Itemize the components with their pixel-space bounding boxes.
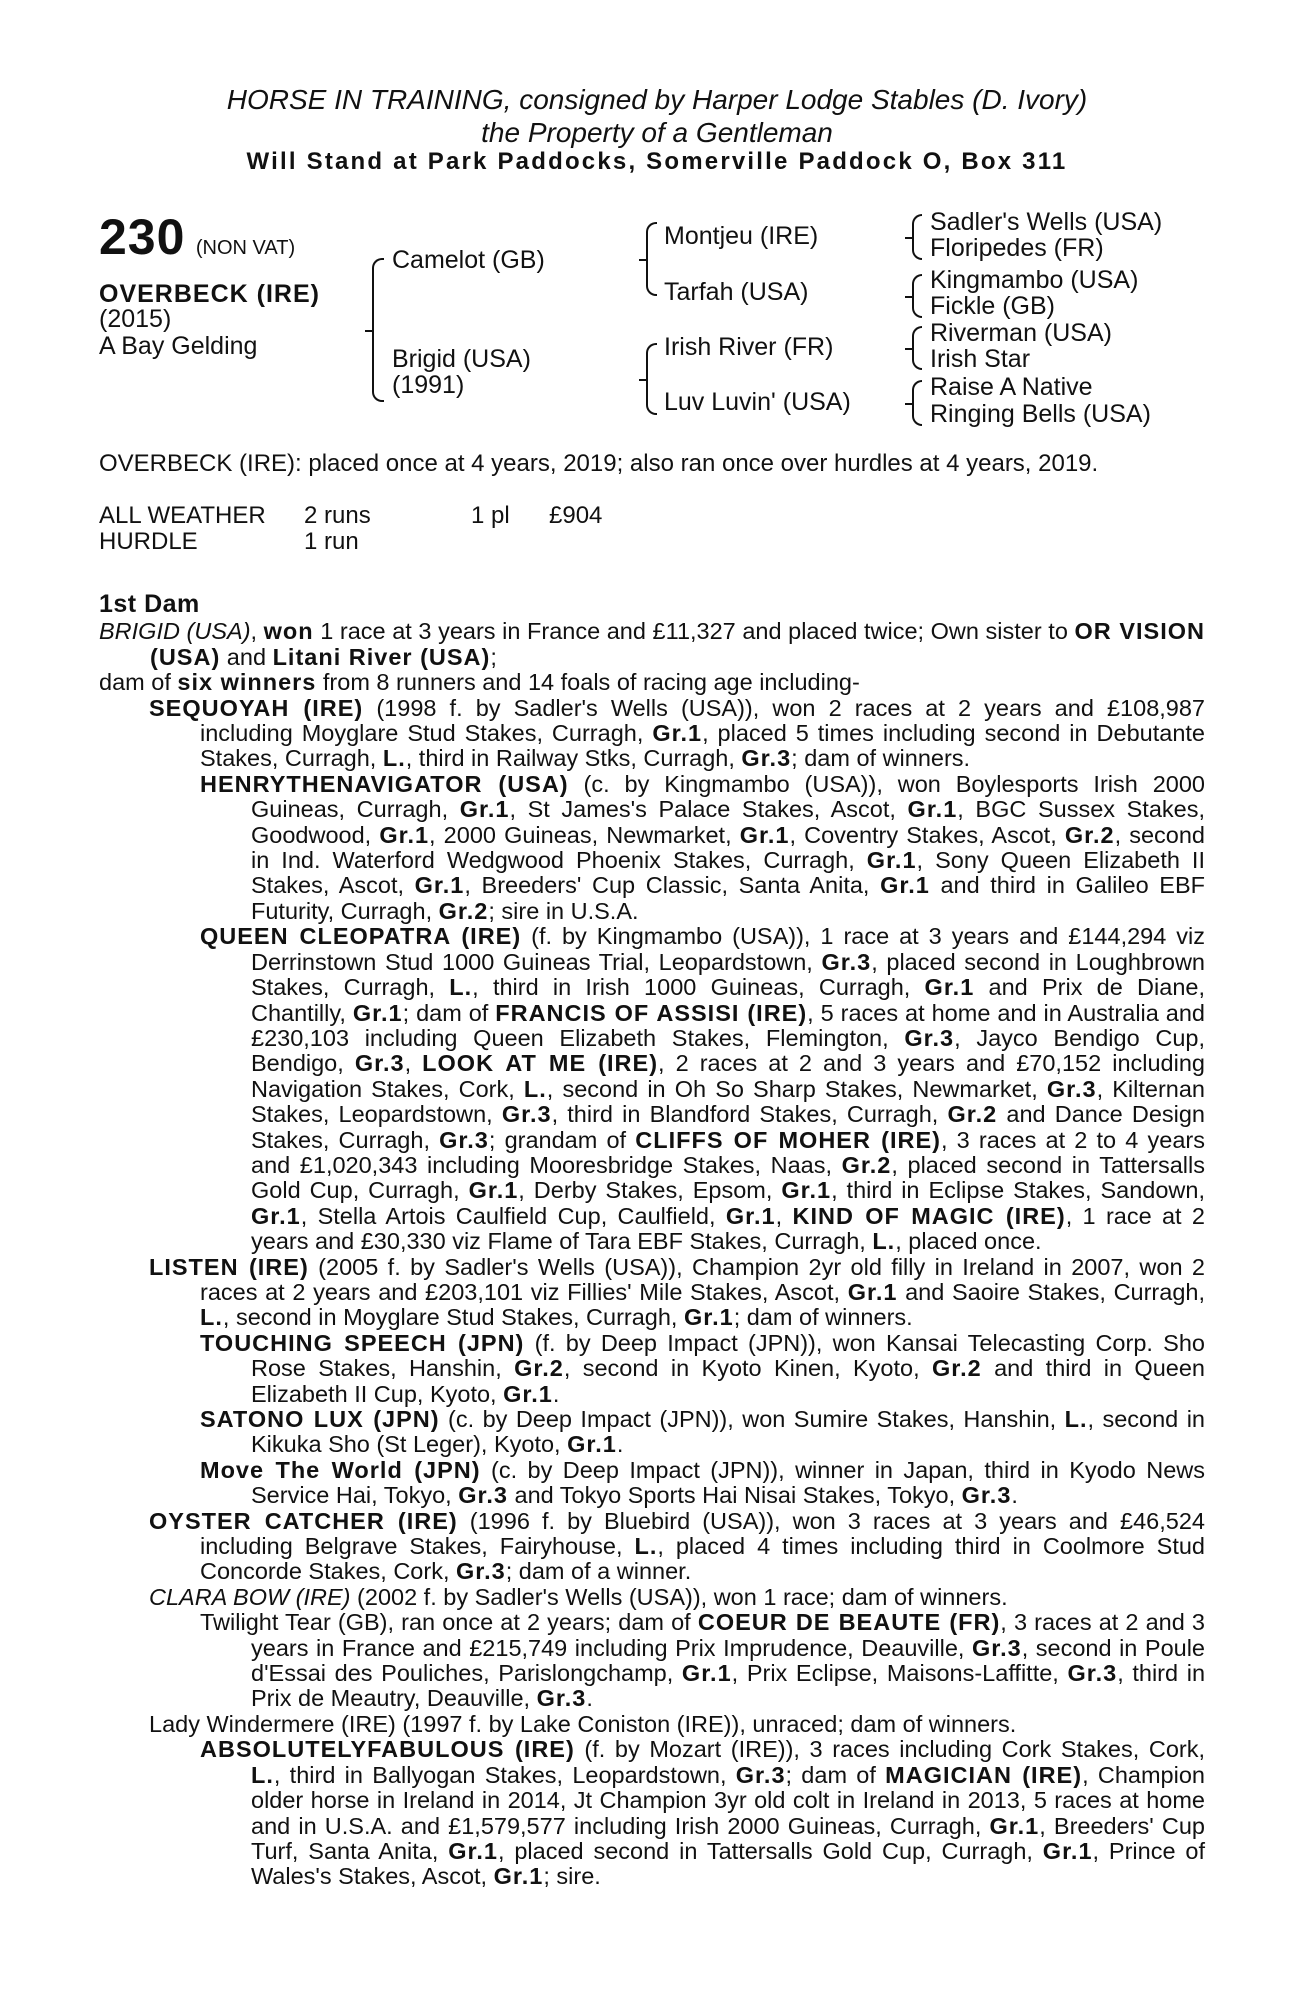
produce-entry: CLARA BOW (IRE) (2002 f. by Sadler's Wells (USA)), won 1 race; dam of winners. xyxy=(149,1583,1008,1610)
record-prize xyxy=(549,529,602,555)
pedigree-brace xyxy=(912,380,922,426)
pedigree-brace xyxy=(912,326,922,370)
record-type: ALL WEATHER xyxy=(99,502,266,529)
pedigree-brace xyxy=(646,343,657,415)
pedigree-dsd: Irish Star xyxy=(930,345,1031,373)
pedigree-brace xyxy=(912,214,922,260)
pedigree-dam-year: (1991) xyxy=(392,371,465,399)
produce-summary: dam of six winners from 8 runners and 14 foals of racing age including- xyxy=(99,669,860,696)
produce-entry: Move The World (JPN) (c. by Deep Impact (JPN)), winner in Japan, third in Kyodo News Service Hai, Tokyo, Gr.3 and Tokyo Sports Hai Nisai Stakes, Tokyo, Gr.3. xyxy=(200,1456,1205,1509)
race-summary: OVERBECK (IRE): placed once at 4 years, 2019; also ran once over hurdles at 4 years, 2019. xyxy=(99,450,1099,477)
produce-entry: SATONO LUX (JPN) (c. by Deep Impact (JPN)), won Sumire Stakes, Hanshin, L., second in Kikuka Sho (St Leger), Kyoto, Gr.1. xyxy=(200,1406,1205,1458)
lot-header xyxy=(99,208,295,266)
pedigree-dss: Riverman (USA) xyxy=(930,319,1112,347)
pedigree-brace xyxy=(912,274,922,318)
pedigree-sire-dam: Tarfah (USA) xyxy=(664,278,809,306)
consignor-line: HORSE IN TRAINING, consigned by Harper Lodge Stables (D. Ivory) xyxy=(226,84,1088,115)
produce-entry: Twilight Tear (GB), ran once at 2 years; dam of COEUR DE BEAUTE (FR), 3 races at 2 and 3 years in France and £215,749 including Prix Imprudence, Deauville, Gr.3, second in Poule d'Essai des Pouliches, Parislongchamp, Gr.1, Prix Eclipse, Maisons-Laffitte, Gr.3, third in Prix de Meautry, Deauville, Gr.3. xyxy=(200,1609,1206,1712)
pedigree-dam: Brigid (USA) xyxy=(392,345,531,373)
foaling-year: (2015) xyxy=(99,305,172,333)
record-prize: £904 xyxy=(549,502,603,529)
produce-entry: ABSOLUTELYFABULOUS (IRE) (f. by Mozart (IRE)), 3 races including Cork Stakes, Cork, L., third in Ballyogan Stakes, Leopardstown, Gr.3; dam of MAGICIAN (IRE), Champion older horse in Ireland in 2014, Jt Champion 3yr old colt in Ireland in 2013, 5 races at home and in U.S.A. and £1,579,577 including Irish 2000 Guineas, Curragh, Gr.1, Breeders' Cup Turf, Santa Anita, Gr.1, placed second in Tattersalls Gold Cup, Curragh, Gr.1, Prince of Wales's Stakes, Ascot, Gr.1; sire. xyxy=(200,1736,1205,1890)
lot-number: 230 xyxy=(99,209,186,265)
pedigree-brace xyxy=(646,222,657,296)
pedigree-ddd: Ringing Bells (USA) xyxy=(930,400,1151,428)
pedigree-sds: Kingmambo (USA) xyxy=(930,266,1139,294)
produce-entry: SEQUOYAH (IRE) (1998 f. by Sadler's Wells (USA)), won 2 races at 2 years and £108,987 including Moyglare Stud Stakes, Curragh, Gr.1, placed 5 times including second in Debutante Stakes, Curragh, L., third in Railway Stks, Curragh, Gr.3; dam of winners. xyxy=(149,694,1205,772)
property-line: the Property of a Gentleman xyxy=(481,117,833,148)
pedigree-dam-dam: Luv Luvin' (USA) xyxy=(664,388,851,416)
record-placed: 1 pl xyxy=(471,502,510,529)
record-placed xyxy=(471,529,549,555)
stand-location-line: Will Stand at Park Paddocks, Somerville Paddock O, Box 311 xyxy=(246,148,1068,175)
produce-entry: Lady Windermere (IRE) (1997 f. by Lake Coniston (IRE)), unraced; dam of winners. xyxy=(149,1710,1017,1737)
produce-entry: HENRYTHENAVIGATOR (USA) (c. by Kingmambo (USA)), won Boylesports Irish 2000 Guineas, Curragh, Gr.1, St James's Palace Stakes, Ascot, Gr.1, BGC Sussex Stakes, Goodwood, Gr.1, 2000 Guineas, Newmarket, Gr.1, Coventry Stakes, Ascot, Gr.2, second in Ind. Waterford Wedgwood Phoenix Stakes, Curragh, Gr.1, Sony Queen Elizabeth II Stakes, Ascot, Gr.1, Breeders' Cup Classic, Santa Anita, Gr.1 and third in Galileo EBF Futurity, Curragh, Gr.2; sire in U.S.A. xyxy=(200,770,1206,924)
race-record-table xyxy=(99,503,602,555)
pedigree-dds: Raise A Native xyxy=(930,373,1093,401)
pedigree-sss: Sadler's Wells (USA) xyxy=(930,208,1163,236)
pedigree-sdd: Fickle (GB) xyxy=(930,292,1055,320)
record-runs: 1 run xyxy=(304,528,359,555)
pedigree-ssd: Floripedes (FR) xyxy=(930,234,1104,262)
record-runs: 2 runs xyxy=(304,502,371,529)
vat-status: (NON VAT) xyxy=(195,237,296,259)
horse-description: A Bay Gelding xyxy=(99,332,258,360)
produce-entry: LISTEN (IRE) (2005 f. by Sadler's Wells (USA)), Champion 2yr old filly in Ireland in 2007, won 2 races at 2 years and £203,101 viz Fillies' Mile Stakes, Ascot, Gr.1 and Saoire Stakes, Curragh, L., second in Moyglare Stud Stakes, Curragh, Gr.1; dam of winners. xyxy=(149,1253,1205,1331)
section-heading: 1st Dam xyxy=(99,590,200,618)
record-row xyxy=(99,503,602,529)
pedigree-sire-sire: Montjeu (IRE) xyxy=(664,222,819,250)
record-row xyxy=(99,529,602,555)
dam-paragraph: BRIGID (USA), won 1 race at 3 years in France and £11,327 and placed twice; Own sister to OR VISION (USA) and Litani River (USA); xyxy=(99,618,1205,670)
horse-name: OVERBECK (IRE) xyxy=(99,280,320,308)
pedigree-brace xyxy=(372,258,384,402)
first-dam-section xyxy=(99,592,1205,1890)
pedigree-sire: Camelot (GB) xyxy=(392,246,545,274)
produce-entry: TOUCHING SPEECH (JPN) (f. by Deep Impact (JPN)), won Kansai Telecasting Corp. Sho Rose Stakes, Hanshin, Gr.2, second in Kyoto Kinen, Kyoto, Gr.2 and third in Queen Elizabeth II Cup, Kyoto, Gr.1. xyxy=(200,1329,1205,1407)
produce-entry: QUEEN CLEOPATRA (IRE) (f. by Kingmambo (USA)), 1 race at 3 years and £144,294 viz Derrinstown Stud 1000 Guineas Trial, Leopardstown, Gr.3, placed second in Loughbrown Stakes, Curragh, L., third in Irish 1000 Guineas, Curragh, Gr.1 and Prix de Diane, Chantilly, Gr.1; dam of FRANCIS OF ASSISI (IRE), 5 races at home and in Australia and £230,103 including Queen Elizabeth Stakes, Flemington, Gr.3, Jayco Bendigo Cup, Bendigo, Gr.3, LOOK AT ME (IRE), 2 races at 2 and 3 years and £70,152 including Navigation Stakes, Cork, L., second in Oh So Sharp Stakes, Newmarket, Gr.3, Kilternan Stakes, Leopardstown, Gr.3, third in Blandford Stakes, Curragh, Gr.2 and Dance Design Stakes, Curragh, Gr.3; grandam of CLIFFS OF MOHER (IRE), 3 races at 2 to 4 years and £1,020,343 including Mooresbridge Stakes, Naas, Gr.2, placed second in Tattersalls Gold Cup, Curragh, Gr.1, Derby Stakes, Epsom, Gr.1, third in Eclipse Stakes, Sandown, Gr.1, Stella Artois Caulfield Cup, Caulfield, Gr.1, KIND OF MAGIC (IRE), 1 race at 2 years and £30,330 viz Flame of Tara EBF Stakes, Curragh, L., placed once. xyxy=(200,923,1206,1255)
pedigree-dam-sire: Irish River (FR) xyxy=(664,333,834,361)
record-type: HURDLE xyxy=(99,528,198,555)
produce-entry: OYSTER CATCHER (IRE) (1996 f. by Bluebird (USA)), won 3 races at 3 years and £46,524 including Belgrave Stakes, Fairyhouse, L., placed 4 times including third in Coolmore Stud Concorde Stakes, Cork, Gr.3; dam of a winner. xyxy=(149,1507,1205,1585)
